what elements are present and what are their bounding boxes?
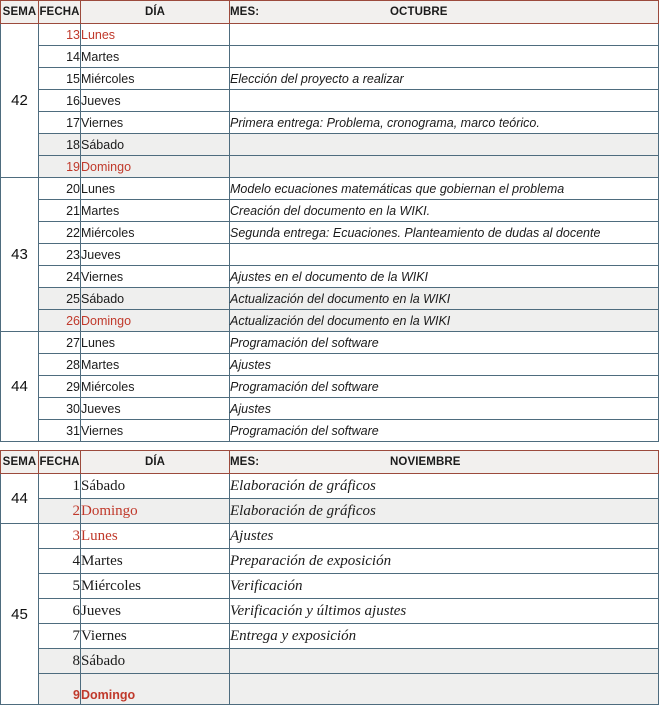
day-name-cell: Viernes: [81, 420, 230, 442]
table-header-row: [1, 1, 659, 24]
date-cell: 1: [39, 474, 81, 499]
week-number-cell: 44: [1, 332, 39, 442]
day-name-cell: Sábado: [81, 288, 230, 310]
day-name-cell: Jueves: [81, 90, 230, 112]
table-row: [1, 474, 659, 499]
table-row: [1, 674, 659, 705]
mes-label: MES:: [230, 6, 260, 18]
activity-cell: Programación del software: [230, 332, 659, 354]
date-cell: 2: [39, 499, 81, 524]
day-name-cell: Sábado: [81, 474, 230, 499]
column-header-semana: SEMA: [1, 1, 39, 24]
date-cell: 16: [39, 90, 81, 112]
activity-cell: Ajustes: [230, 524, 659, 549]
table-gap: [0, 442, 659, 450]
activity-cell: [230, 649, 659, 674]
day-name-cell: Miércoles: [81, 222, 230, 244]
date-cell: 14: [39, 46, 81, 68]
schedule-table-noviembre: [0, 450, 659, 705]
column-header-semana: SEMA: [1, 451, 39, 474]
table-row: [1, 134, 659, 156]
table-row: [1, 46, 659, 68]
date-cell: 15: [39, 68, 81, 90]
activity-cell: Verificación y últimos ajustes: [230, 599, 659, 624]
table-header-row: [1, 451, 659, 474]
activity-cell: Verificación: [230, 574, 659, 599]
column-header-dia: DÍA: [81, 451, 230, 474]
table-row: [1, 354, 659, 376]
table-row: [1, 310, 659, 332]
activity-cell: [230, 244, 659, 266]
day-name-cell: Jueves: [81, 244, 230, 266]
day-name-cell: Miércoles: [81, 376, 230, 398]
date-cell: 25: [39, 288, 81, 310]
day-name-cell: Jueves: [81, 398, 230, 420]
date-cell: 5: [39, 574, 81, 599]
activity-cell: Programación del software: [230, 420, 659, 442]
date-cell: 26: [39, 310, 81, 332]
table-row: [1, 112, 659, 134]
day-name-cell: Lunes: [81, 178, 230, 200]
table-row: [1, 574, 659, 599]
week-number-cell: 44: [1, 474, 39, 524]
activity-cell: [230, 90, 659, 112]
activity-cell: Entrega y exposición: [230, 624, 659, 649]
activity-cell: Elaboración de gráficos: [230, 499, 659, 524]
table-row: [1, 266, 659, 288]
activity-cell: [230, 46, 659, 68]
table-row: [1, 376, 659, 398]
date-cell: 22: [39, 222, 81, 244]
table-row: [1, 68, 659, 90]
month-name: OCTUBRE: [390, 6, 448, 18]
day-name-cell: Martes: [81, 46, 230, 68]
date-cell: 17: [39, 112, 81, 134]
date-cell: 20: [39, 178, 81, 200]
table-row: [1, 599, 659, 624]
activity-cell: [230, 156, 659, 178]
activity-cell: Elección del proyecto a realizar: [230, 68, 659, 90]
date-cell: 29: [39, 376, 81, 398]
table-row: [1, 288, 659, 310]
activity-cell: [230, 24, 659, 46]
date-cell: 30: [39, 398, 81, 420]
column-header-fecha: FECHA: [39, 1, 81, 24]
table-row: [1, 178, 659, 200]
activity-cell: Modelo ecuaciones matemáticas que gobiernan el problema: [230, 178, 659, 200]
day-name-cell: Viernes: [81, 112, 230, 134]
week-number-cell: 42: [1, 24, 39, 178]
day-name-cell: Sábado: [81, 134, 230, 156]
day-name-cell: Miércoles: [81, 68, 230, 90]
day-name-cell: Lunes: [81, 332, 230, 354]
day-name-cell: Domingo: [81, 499, 230, 524]
table-row: [1, 624, 659, 649]
column-header-fecha: FECHA: [39, 451, 81, 474]
day-name-cell: Sábado: [81, 649, 230, 674]
day-name-cell: Domingo: [81, 310, 230, 332]
table-row: [1, 244, 659, 266]
date-cell: 9: [39, 674, 81, 705]
date-cell: 6: [39, 599, 81, 624]
day-name-cell: Martes: [81, 200, 230, 222]
activity-cell: Actualización del documento en la WIKI: [230, 310, 659, 332]
table-row: [1, 499, 659, 524]
date-cell: 18: [39, 134, 81, 156]
day-name-cell: Miércoles: [81, 574, 230, 599]
table-row: [1, 200, 659, 222]
table-row: [1, 524, 659, 549]
date-cell: 13: [39, 24, 81, 46]
date-cell: 23: [39, 244, 81, 266]
day-name-cell: Viernes: [81, 266, 230, 288]
table-row: [1, 222, 659, 244]
column-header-mes: [230, 451, 659, 474]
activity-cell: [230, 674, 659, 705]
table-row: [1, 332, 659, 354]
table-row: [1, 90, 659, 112]
date-cell: 21: [39, 200, 81, 222]
column-header-dia: DÍA: [81, 1, 230, 24]
date-cell: 19: [39, 156, 81, 178]
activity-cell: Ajustes: [230, 398, 659, 420]
activity-cell: Programación del software: [230, 376, 659, 398]
day-name-cell: Lunes: [81, 524, 230, 549]
activity-cell: Segunda entrega: Ecuaciones. Planteamiento de dudas al docente: [230, 222, 659, 244]
week-number-cell: 45: [1, 524, 39, 705]
table-row: [1, 398, 659, 420]
table-row: [1, 549, 659, 574]
activity-cell: Creación del documento en la WIKI.: [230, 200, 659, 222]
day-name-cell: Viernes: [81, 624, 230, 649]
day-name-cell: Lunes: [81, 24, 230, 46]
date-cell: 31: [39, 420, 81, 442]
date-cell: 8: [39, 649, 81, 674]
activity-cell: Preparación de exposición: [230, 549, 659, 574]
week-number-cell: 43: [1, 178, 39, 332]
activity-cell: Ajustes en el documento de la WIKI: [230, 266, 659, 288]
activity-cell: Primera entrega: Problema, cronograma, marco teórico.: [230, 112, 659, 134]
table-row: [1, 420, 659, 442]
month-name: NOVIEMBRE: [390, 456, 461, 468]
column-header-mes: [230, 1, 659, 24]
day-name-cell: Domingo: [81, 674, 230, 705]
day-name-cell: Domingo: [81, 156, 230, 178]
activity-cell: Actualización del documento en la WIKI: [230, 288, 659, 310]
date-cell: 4: [39, 549, 81, 574]
date-cell: 3: [39, 524, 81, 549]
activity-cell: [230, 134, 659, 156]
day-name-cell: Martes: [81, 549, 230, 574]
date-cell: 24: [39, 266, 81, 288]
date-cell: 27: [39, 332, 81, 354]
activity-cell: Ajustes: [230, 354, 659, 376]
table-row: [1, 649, 659, 674]
date-cell: 7: [39, 624, 81, 649]
date-cell: 28: [39, 354, 81, 376]
day-name-cell: Martes: [81, 354, 230, 376]
mes-label: MES:: [230, 456, 260, 468]
day-name-cell: Jueves: [81, 599, 230, 624]
table-row: [1, 156, 659, 178]
table-row: [1, 24, 659, 46]
activity-cell: Elaboración de gráficos: [230, 474, 659, 499]
